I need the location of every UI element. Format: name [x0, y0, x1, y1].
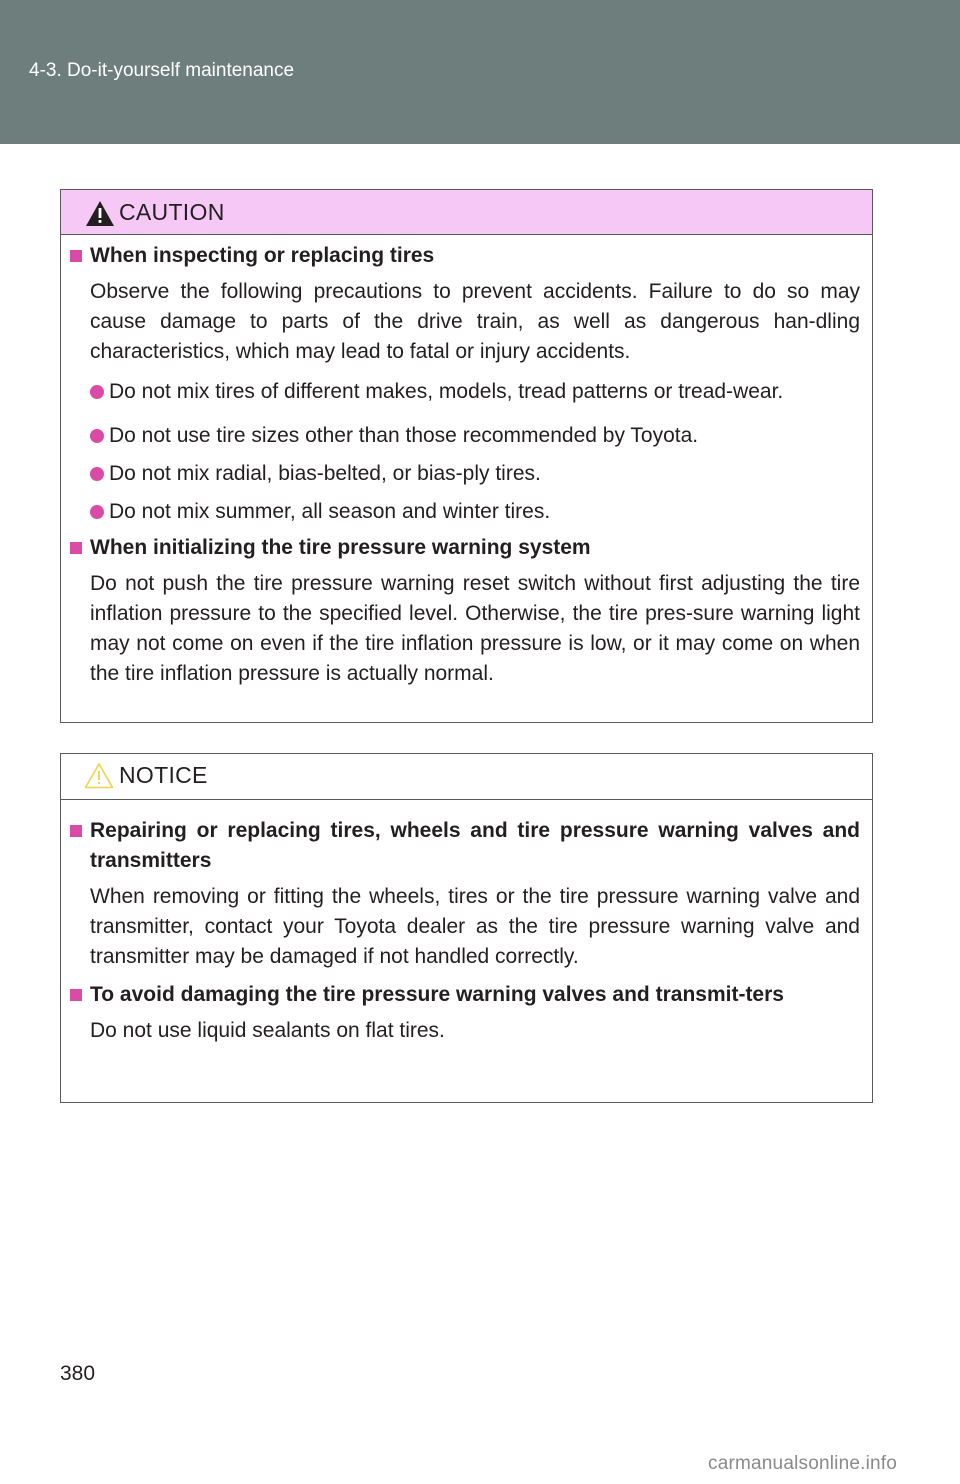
circle-bullet-icon: [90, 429, 104, 443]
notice-section-title: To avoid damaging the tire pressure warning valves and transmit-ters: [70, 980, 860, 1010]
square-bullet-icon: [70, 250, 82, 262]
caution-body: [61, 235, 872, 689]
caution-box: [60, 189, 873, 723]
notice-header: [61, 754, 872, 800]
circle-bullet-icon: [90, 385, 104, 399]
circle-bullet-icon: [90, 505, 104, 519]
caution-section-title: When inspecting or replacing tires: [70, 241, 860, 271]
notice-body: [61, 800, 872, 1046]
notice-label: NOTICE: [119, 762, 208, 788]
caution-list-item: Do not mix tires of different makes, models, tread patterns or tread-wear.: [70, 377, 860, 407]
warning-triangle-filled-icon: [85, 200, 115, 227]
square-bullet-icon: [70, 989, 82, 1001]
notice-box: [60, 753, 873, 1103]
caution-paragraph: Do not push the tire pressure warning reset switch without first adjusting the tire inflation pressure to the specified level. Otherwise, the tire pres-sure warning light may not come on even if the tire inflation pressure is low, or it may come on when the tire inflation pressure is actually normal.: [90, 572, 860, 685]
caution-paragraph: Observe the following precautions to prevent accidents. Failure to do so may cause damage to parts of the drive train, as well as dangerous han-dling characteristics, which may lead to fatal or injury accidents.: [90, 280, 860, 363]
watermark: carmanualsonline.info: [708, 1453, 898, 1474]
warning-triangle-outline-icon: [84, 762, 114, 789]
square-bullet-icon: [70, 542, 82, 554]
circle-bullet-icon: [90, 467, 104, 481]
page-number: 380: [60, 1362, 96, 1385]
notice-paragraph: When removing or fitting the wheels, tires or the tire pressure warning valve and transmitter, contact your Toyota dealer as the tire pressure warning valve and transmitter may be damaged if not handled correctly.: [90, 885, 860, 968]
notice-paragraph: Do not use liquid sealants on flat tires.: [90, 1019, 445, 1042]
caution-list-item: Do not mix summer, all season and winter tires.: [70, 497, 860, 527]
caution-label: CAUTION: [119, 199, 225, 225]
caution-list-item: Do not mix radial, bias-belted, or bias-ply tires.: [70, 459, 860, 489]
header-band: [0, 0, 960, 144]
section-title: 4-3. Do-it-yourself maintenance: [29, 60, 295, 81]
square-bullet-icon: [70, 825, 82, 837]
caution-list-item: Do not use tire sizes other than those recommended by Toyota.: [70, 421, 860, 451]
notice-section-title: Repairing or replacing tires, wheels and tire pressure warning valves and transmitters: [70, 816, 860, 876]
caution-header: [61, 190, 872, 235]
caution-section-title: When initializing the tire pressure warning system: [70, 533, 860, 563]
